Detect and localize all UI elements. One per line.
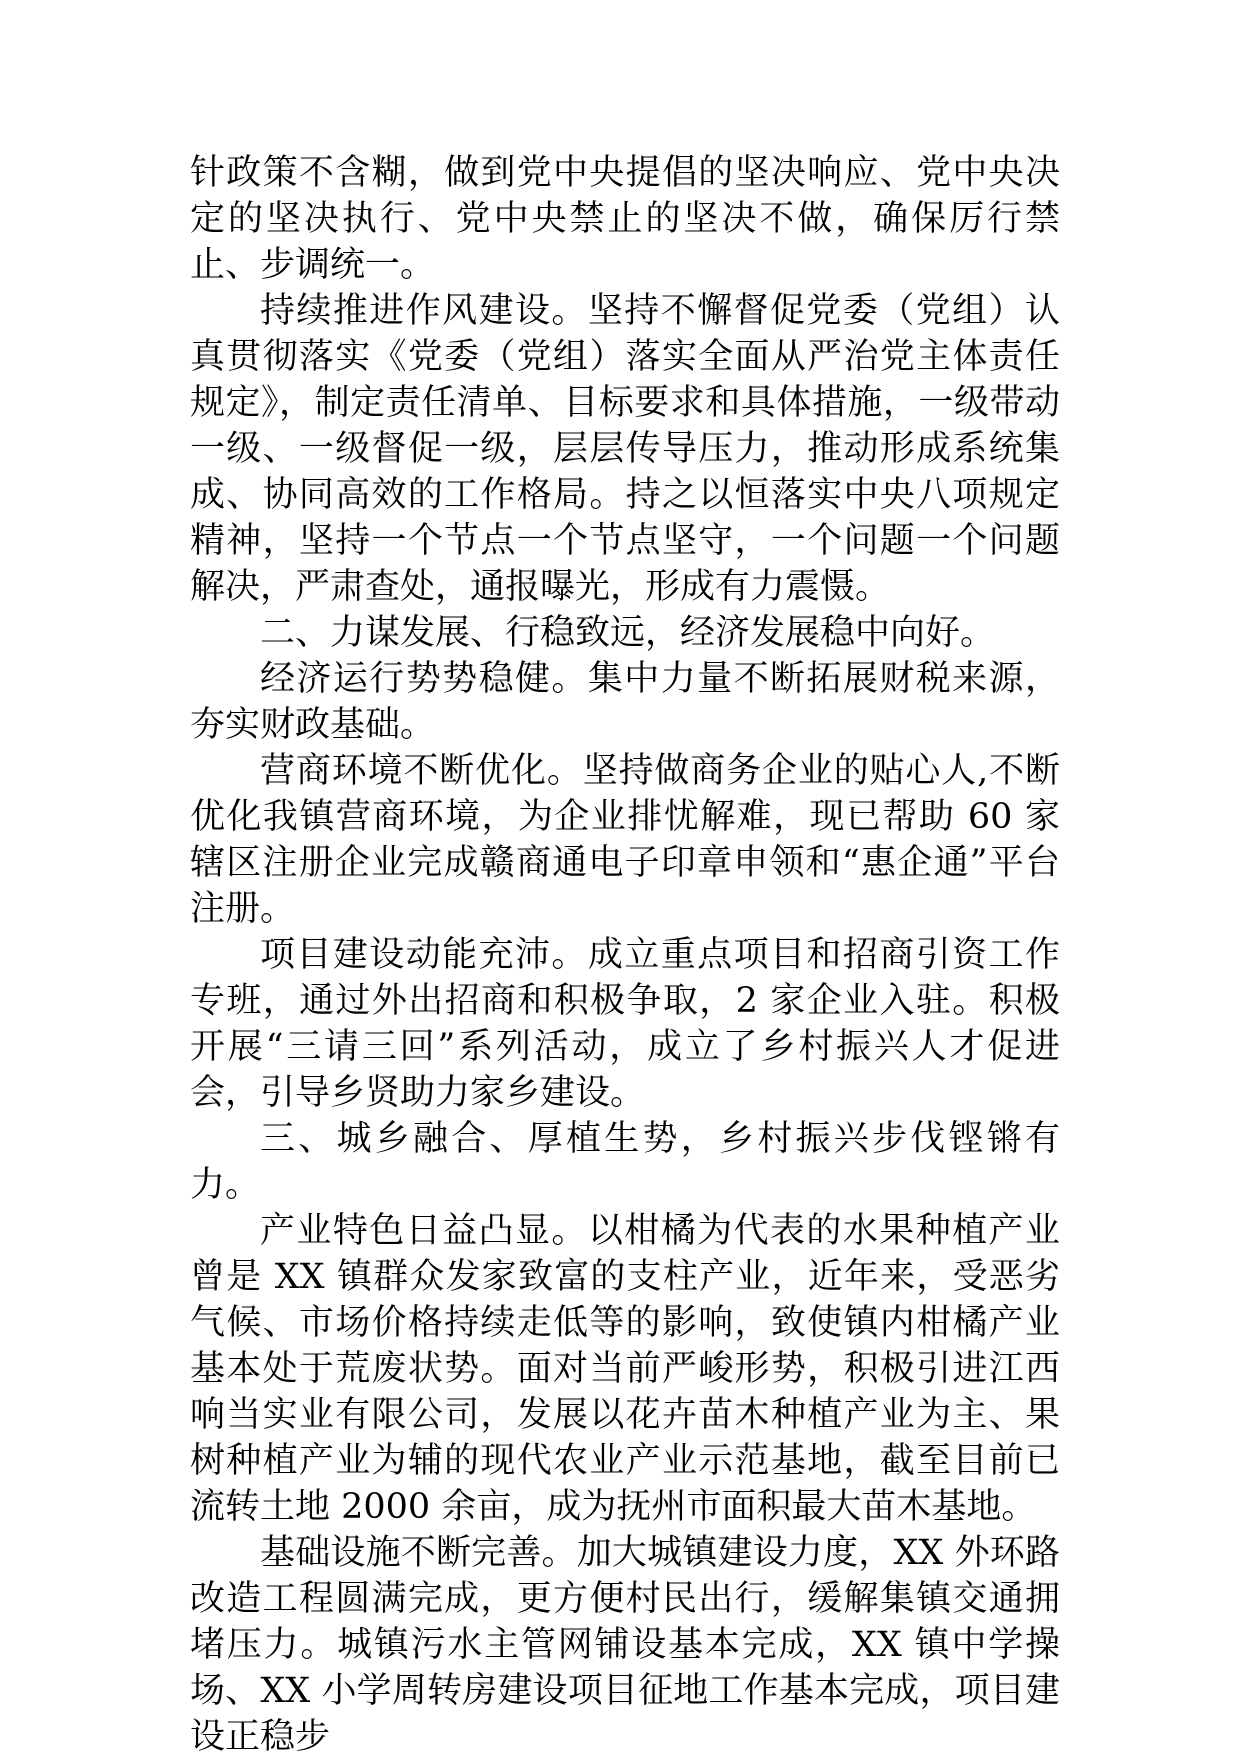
paragraph-4: 经济运行势势稳健。集中力量不断拓展财税来源，夯实财政基础。 xyxy=(190,659,1060,745)
paragraph-6: 项目建设动能充沛。成立重点项目和招商引资工作专班，通过外出招商和积极争取，2 家企业入驻。积极开展“三请三回”系列活动，成立了乡村振兴人才促进会，引导乡贤助力家乡建设。 xyxy=(190,935,1060,1113)
document-body xyxy=(190,150,1060,1760)
section-heading-3: 三、城乡融合、厚植生势，乡村振兴步伐铿锵有力。 xyxy=(190,1119,1060,1205)
paragraph-5: 营商环境不断优化。坚持做商务企业的贴心人,不断优化我镇营商环境，为企业排忧解难，现已帮助 60 家辖区注册企业完成赣商通电子印章申领和“惠企通”平台注册。 xyxy=(190,751,1060,929)
paragraph-9: 基础设施不断完善。加大城镇建设力度，XX 外环路改造工程圆满完成，更方便村民出行，缓解集镇交通拥堵压力。城镇污水主管网铺设基本完成，XX 镇中学操场、XX 小学周转房建设项目征地工作基本完成，项目建设正稳步 xyxy=(190,1533,1060,1757)
section-heading-2: 二、力谋发展、行稳致远，经济发展稳中向好。 xyxy=(260,613,996,653)
paragraph-8: 产业特色日益凸显。以柑橘为代表的水果种植产业曾是 XX 镇群众发家致富的支柱产业，近年来，受恶劣气候、市场价格持续走低等的影响，致使镇内柑橘产业基本处于荒废状势。面对当前严峻形势，积极引进江西响当实业有限公司，发展以花卉苗木种植产业为主、果树种植产业为辅的现代农业产业示范基地，截至目前已流转土地 2000 余亩，成为抚州市面积最大苗木基地。 xyxy=(190,1211,1060,1527)
paragraph-1: 针政策不含糊，做到党中央提倡的坚决响应、党中央决定的坚决执行、党中央禁止的坚决不做，确保厉行禁止、步调统一。 xyxy=(190,153,1060,285)
paragraph-2: 持续推进作风建设。坚持不懈督促党委（党组）认真贯彻落实《党委（党组）落实全面从严治党主体责任规定》，制定责任清单、目标要求和具体措施，一级带动一级、一级督促一级，层层传导压力，推动形成系统集成、协同高效的工作格局。持之以恒落实中央八项规定精神，坚持一个节点一个节点坚守，一个问题一个问题解决，严肃查处，通报曝光，形成有力震慑。 xyxy=(190,291,1060,607)
